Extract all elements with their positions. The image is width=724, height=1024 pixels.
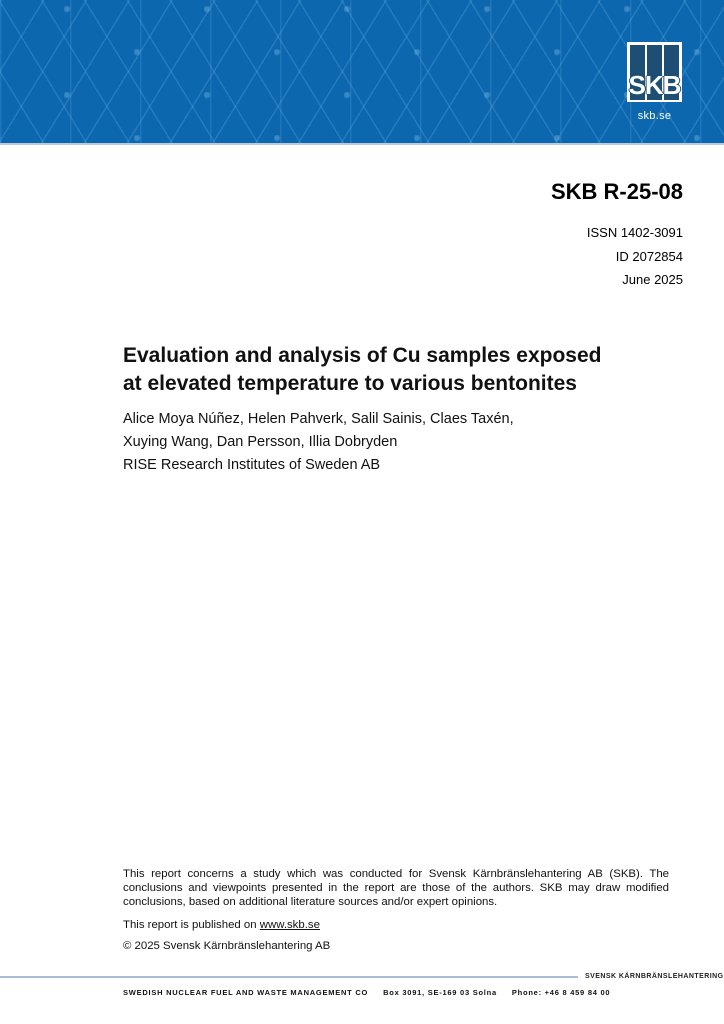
skb-logo-text: SKB [628, 70, 681, 100]
footer-phone: Phone: +46 8 459 84 00 [511, 988, 611, 997]
authors-line1: Alice Moya Núñez, Helen Pahverk, Salil Sainis, Claes Taxén, [123, 411, 514, 427]
skb-website-link[interactable]: www.skb.se [259, 919, 320, 931]
skb-website-caption: skb.se [637, 110, 672, 122]
header-band [0, 0, 724, 145]
affiliation: RISE Research Institutes of Sweden AB [123, 457, 381, 473]
report-id: ID 2072854 [615, 248, 683, 264]
report-title-line1: Evaluation and analysis of Cu samples exposed [123, 344, 602, 367]
footer-brand-caption: SVENSK KÄRNBRÄNSLEHANTERING [585, 973, 724, 980]
copyright-line: © 2025 Svensk Kärnbränslehantering AB [123, 940, 331, 952]
skb-logo [627, 42, 682, 102]
footer-company: SWEDISH NUCLEAR FUEL AND WASTE MANAGEMENT CO [123, 988, 369, 997]
authors [123, 408, 514, 453]
footer-rule [0, 976, 578, 978]
report-issn: ISSN 1402-3091 [586, 225, 683, 240]
report-number: SKB R-25-08 [550, 179, 683, 204]
report-title-line2: at elevated temperature to various bentonites [123, 372, 577, 395]
published-line [123, 918, 320, 932]
footer-postal-address: Box 3091, SE-169 03 Solna [383, 988, 497, 997]
report-meta [587, 221, 683, 292]
published-prefix: This report is published on [123, 919, 260, 931]
report-date: June 2025 [622, 272, 683, 287]
authors-line2: Xuying Wang, Dan Persson, Illia Dobryden [123, 433, 398, 450]
disclaimer-paragraph: This report concerns a study which was conducted for Svensk Kärnbränslehantering AB (SKB). The conclusions and viewpoints presented in the report are those of the authors. SKB may draw modified conclusions, based on additional literature sources and/or expert opinions. [123, 868, 669, 908]
footer-address-line [123, 988, 610, 997]
report-title [123, 342, 602, 398]
